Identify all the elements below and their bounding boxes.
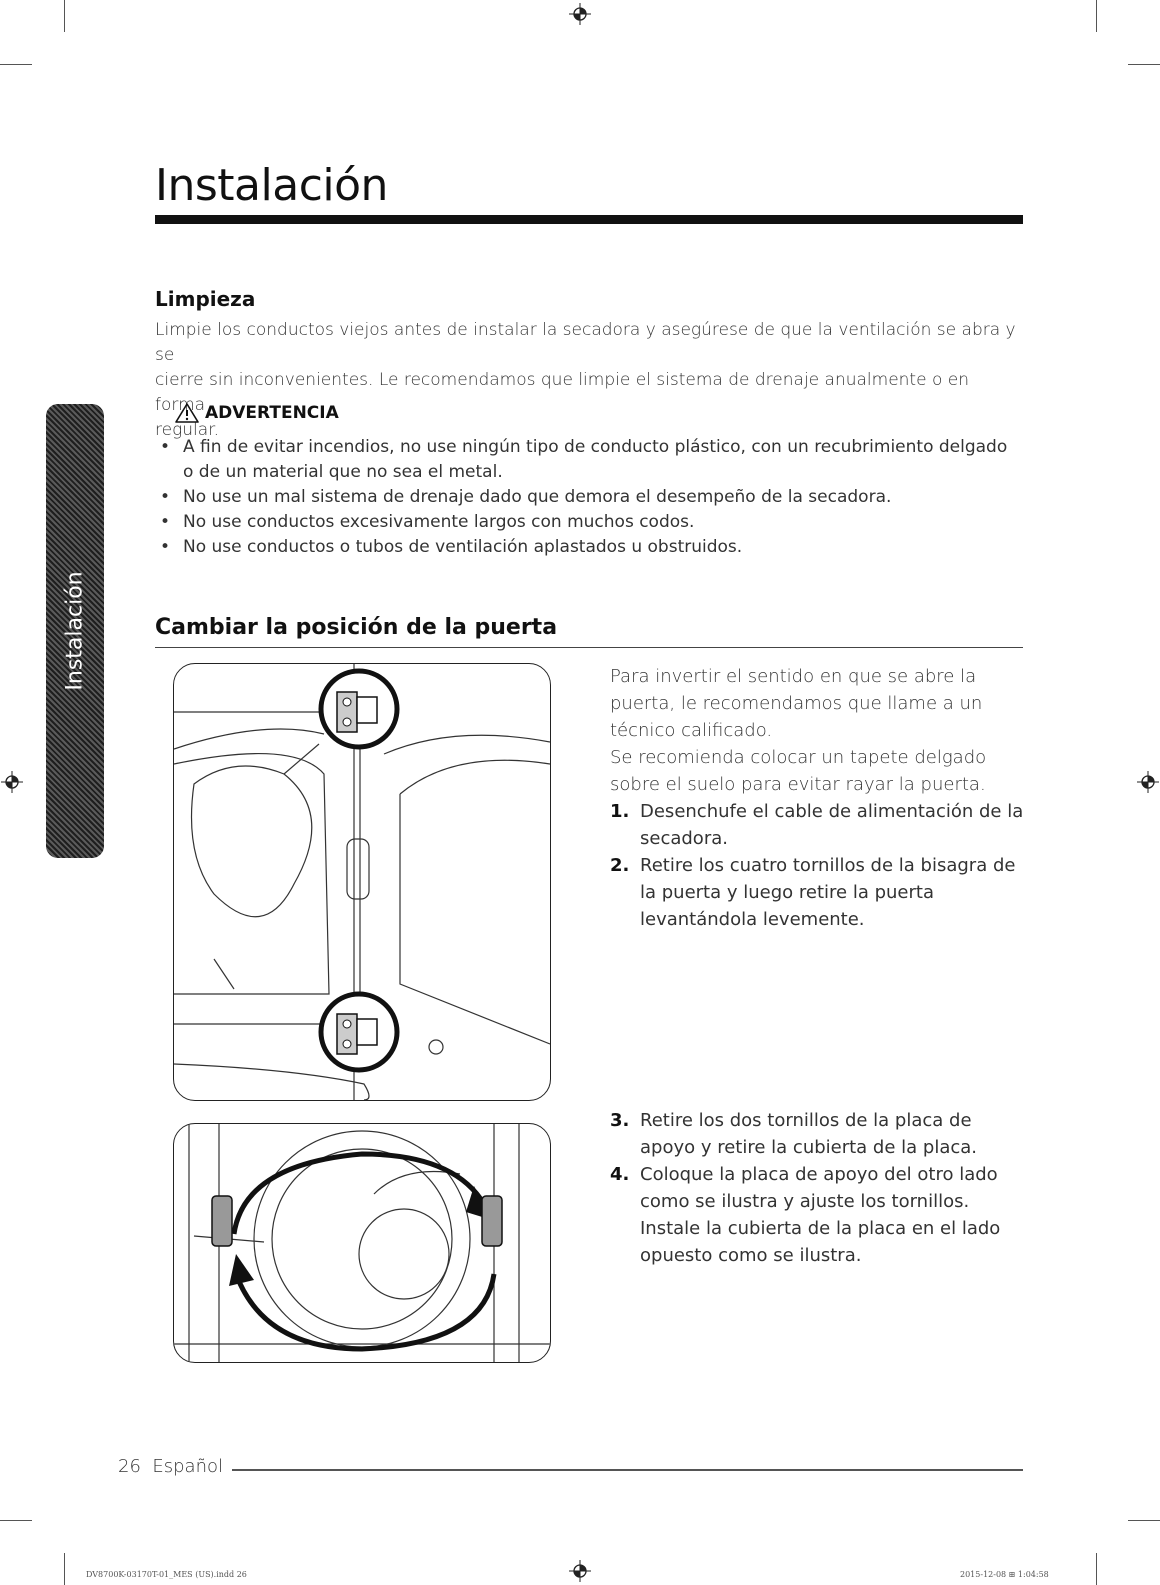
crop-mark [64,0,65,32]
page-title: Instalación [155,160,388,211]
door-intro [610,663,1030,798]
limpieza-heading: Limpieza [155,287,256,311]
step-text: Retire los dos tornillos de la placa de apoyo y retire la cubierta de la placa. [640,1110,978,1158]
step-item [610,798,1025,852]
crop-mark [1096,1553,1097,1585]
warning-triangle-icon [175,403,199,423]
warning-label: ADVERTENCIA [205,403,339,423]
print-slug-timestamp: 2015-12-08 ⊞ 1:04:58 [960,1570,1049,1579]
step-text: Coloque la placa de apoyo del otro lado como se ilustra y ajuste los tornillos. Instale la cubierta de la placa en el lado opuesto como se ilustra. [640,1164,1001,1266]
footer-rule [232,1469,1023,1471]
crop-mark [1096,0,1097,32]
step-number: 2. [610,855,630,876]
page-language: Español [152,1456,223,1477]
crop-mark [0,1520,32,1521]
limpieza-line: regular. [155,420,220,440]
warning-list [155,435,1015,560]
crop-mark [0,64,32,65]
registration-mark-icon [569,1560,591,1582]
warning-item: • A fin de evitar incendios, no use ningún tipo de conducto plástico, con un recubrimiento delgado o de un material que no sea el metal. [155,435,1015,485]
back-plate-illustration [173,1123,551,1363]
limpieza-line: cierre sin inconvenientes. Le recomendamos que limpie el sistema de drenaje anualmente o en forma [155,370,969,415]
step-number: 1. [610,801,630,822]
page-number: 26 [118,1456,141,1477]
warning-item: • No use conductos o tubos de ventilación aplastados u obstruidos. [155,535,1015,560]
step-text: Retire los cuatro tornillos de la bisagra de la puerta y luego retire la puerta levantándola levemente. [640,855,1016,930]
section-rule [155,647,1023,648]
registration-mark-icon [1,771,23,793]
steps-list [610,798,1025,933]
side-tab-label: Instalación [62,571,88,691]
registration-mark-icon [1137,771,1159,793]
warning-heading [175,403,339,423]
door-hinge-illustration [173,663,551,1101]
crop-mark [64,1553,65,1585]
door-section-heading: Cambiar la posición de la puerta [155,615,558,640]
registration-mark-icon [569,3,591,25]
warning-item: • No use un mal sistema de drenaje dado que demora el desempeño de la secadora. [155,485,1015,510]
step-text: Desenchufe el cable de alimentación de la secadora. [640,801,1024,849]
steps-list [610,1107,1025,1269]
crop-mark [1128,64,1160,65]
page-footer [118,1456,223,1477]
warning-item: • No use conductos excesivamente largos con muchos codos. [155,510,1015,535]
dryer-opening-drawing [174,1124,550,1362]
door-intro-paragraph: Se recomienda colocar un tapete delgado sobre el suelo para evitar rayar la puerta. [610,747,987,795]
limpieza-line: Limpie los conductos viejos antes de instalar la secadora y asegúrese de que la ventilación se abra y se [155,320,1016,365]
title-rule [155,215,1023,224]
step-number: 3. [610,1110,630,1131]
print-slug-filename: DV8700K-03170T-01_MES (US).indd 26 [86,1570,247,1579]
side-tab [46,404,104,858]
step-number: 4. [610,1164,630,1185]
step-item [610,1107,1025,1161]
crop-mark [1128,1520,1160,1521]
door-intro-paragraph: Para invertir el sentido en que se abre la puerta, le recomendamos que llame a un técnico calificado. [610,666,983,741]
step-item [610,1161,1025,1269]
step-item [610,852,1025,933]
dryer-front-drawing [174,664,550,1100]
limpieza-body [155,318,1020,443]
